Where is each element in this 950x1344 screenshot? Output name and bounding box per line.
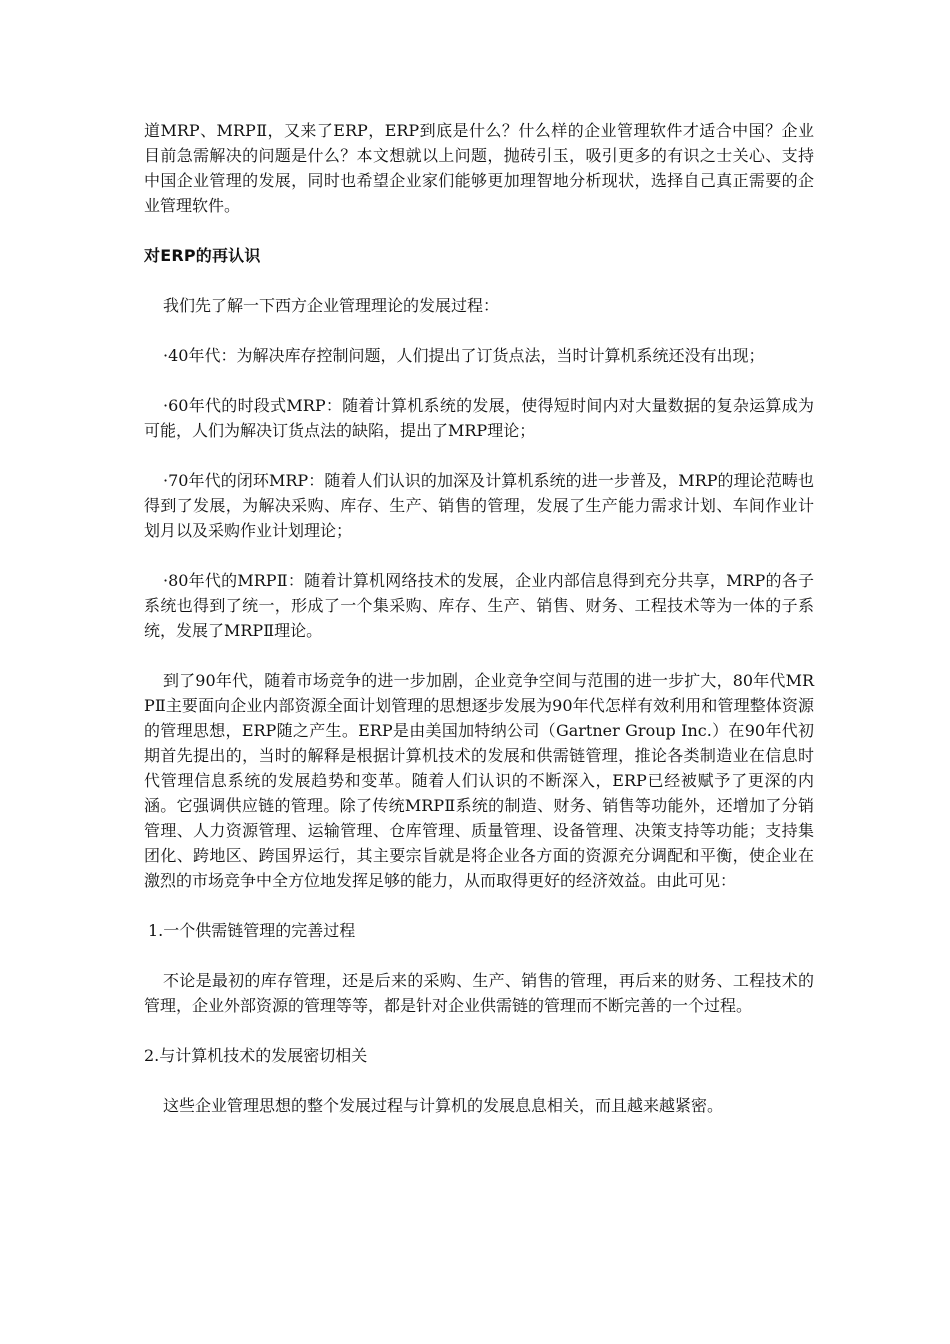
lead-paragraph: 我们先了解一下西方企业管理理论的发展过程： [163, 296, 500, 315]
point-2-title: 2.与计算机技术的发展密切相关 [144, 1046, 368, 1065]
point-1-title: 1.一个供需链管理的完善过程 [148, 921, 356, 940]
history-item-60s: ·60年代的时段式MRP：随着计算机系统的发展，使得短时间内对大量数据的复杂运算成为可能，人们为解决订货点法的缺陷，提出了MRP理论； [144, 396, 814, 440]
intro-paragraph: 道MRP、MRPⅡ，又来了ERP，ERP到底是什么？什么样的企业管理软件才适合中国？企业目前急需解决的问题是什么？本文想就以上问题，抛砖引玉，吸引更多的有识之士关心、支持中国企业管理的发展，同时也希望企业家们能够更加理智地分析现状，选择自己真正需要的企业管理软件。 [144, 121, 814, 215]
section-heading: 对ERP的再认识 [144, 246, 261, 265]
document-page [144, 118, 814, 1143]
history-item-70s: ·70年代的闭环MRP：随着人们认识的加深及计算机系统的进一步普及，MRP的理论范畴也得到了发展，为解决采购、库存、生产、销售的管理，发展了生产能力需求计划、车间作业计划月以及采购作业计划理论； [144, 471, 814, 540]
nineties-paragraph: 到了90年代，随着市场竞争的进一步加剧，企业竞争空间与范围的进一步扩大，80年代MRPⅡ主要面向企业内部资源全面计划管理的思想逐步发展为90年代怎样有效利用和管理整体资源的管理思想，ERP随之产生。ERP是由美国加特纳公司（Gartner Group Inc.）在90年代初期首先提出的，当时的解释是根据计算机技术的发展和供需链管理，推论各类制造业在信息时代管理信息系统的发展趋势和变革。随着人们认识的不断深入，ERP已经被赋予了更深的内涵。它强调供应链的管理。除了传统MRPⅡ系统的制造、财务、销售等功能外，还增加了分销管理、人力资源管理、运输管理、仓库管理、质量管理、设备管理、决策支持等功能；支持集团化、跨地区、跨国界运行，其主要宗旨就是将企业各方面的资源充分调配和平衡，使企业在激烈的市场竞争中全方位地发挥足够的能力，从而取得更好的经济效益。由此可见： [144, 671, 814, 890]
history-item-80s: ·80年代的MRPⅡ：随着计算机网络技术的发展，企业内部信息得到充分共享，MRP的各子系统也得到了统一，形成了一个集采购、库存、生产、销售、财务、工程技术等为一体的子系统，发展了MRPⅡ理论。 [144, 571, 814, 640]
history-item-40s: ·40年代：为解决库存控制问题，人们提出了订货点法，当时计算机系统还没有出现； [163, 346, 765, 365]
point-1-body: 不论是最初的库存管理，还是后来的采购、生产、销售的管理，再后来的财务、工程技术的管理，企业外部资源的管理等等，都是针对企业供需链的管理而不断完善的一个过程。 [144, 971, 814, 1015]
point-2-body: 这些企业管理思想的整个发展过程与计算机的发展息息相关，而且越来越紧密。 [163, 1096, 724, 1115]
